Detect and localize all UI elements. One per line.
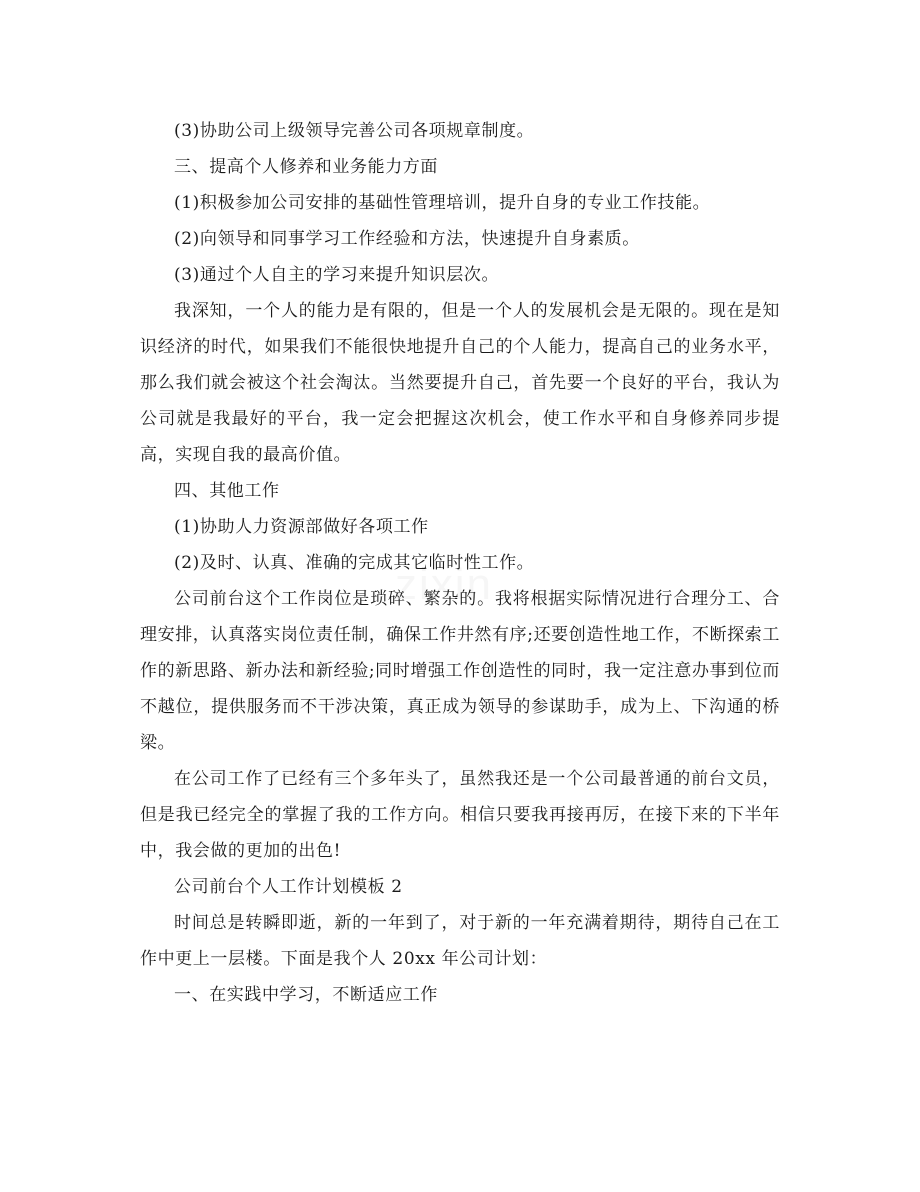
paragraph-new-year: 时间总是转瞬即逝，新的一年到了，对于新的一年充满着期待，期待自己在工作中更上一层楼。下面是我个人 20xx 年公司计划： [140,913,780,969]
list-item-temporary-work: (2)及时、认真、准确的完成其它临时性工作。 [174,553,535,573]
list-item-self-study: (3)通过个人自主的学习来提升知识层次。 [174,265,500,285]
document-body [140,113,780,1013]
paragraph-ability: 我深知，一个人的能力是有限的，但是一个人的发展机会是无限的。现在是知识经济的时代，如果我们不能很快地提升自己的个人能力，提高自己的业务水平，那么我们就会被这个社会淘汰。当然要提升自己，首先要一个良好的平台，我认为公司就是我最好的平台，我一定会把握这次机会，使工作水平和自身修养同步提高，实现自我的最高价值。 [140,301,780,465]
section-heading-other-work: 四、其他工作 [174,481,280,501]
paragraph-front-desk: 公司前台这个工作岗位是琐碎、繁杂的。我将根据实际情况进行合理分工、合理安排，认真落实岗位责任制，确保工作井然有序;还要创造性地工作，不断探索工作的新思路、新办法和新经验;同时增强工作创造性的同时，我一定注意办事到位而不越位，提供服务而不干涉决策，真正成为领导的参谋助手，成为上、下沟通的桥梁。 [140,589,780,753]
list-item-hr-assist: (1)协助人力资源部做好各项工作 [174,517,429,537]
paragraph-three-years: 在公司工作了已经有三个多年头了，虽然我还是一个公司最普通的前台文员，但是我已经完全的掌握了我的工作方向。相信只要我再接再厉，在接下来的下半年中，我会做的更加的出色! [140,769,780,861]
section-heading-practice: 一、在实践中学习，不断适应工作 [174,985,438,1005]
section-heading-self-improvement: 三、提高个人修养和业务能力方面 [174,157,438,177]
list-item-learn-from-colleagues: (2)向领导和同事学习工作经验和方法，快速提升自身素质。 [174,229,640,249]
list-item-regulations: (3)协助公司上级领导完善公司各项规章制度。 [174,121,535,141]
template-title: 公司前台个人工作计划模板 2 [174,877,403,897]
list-item-training: (1)积极参加公司安排的基础性管理培训，提升自身的专业工作技能。 [174,193,711,213]
